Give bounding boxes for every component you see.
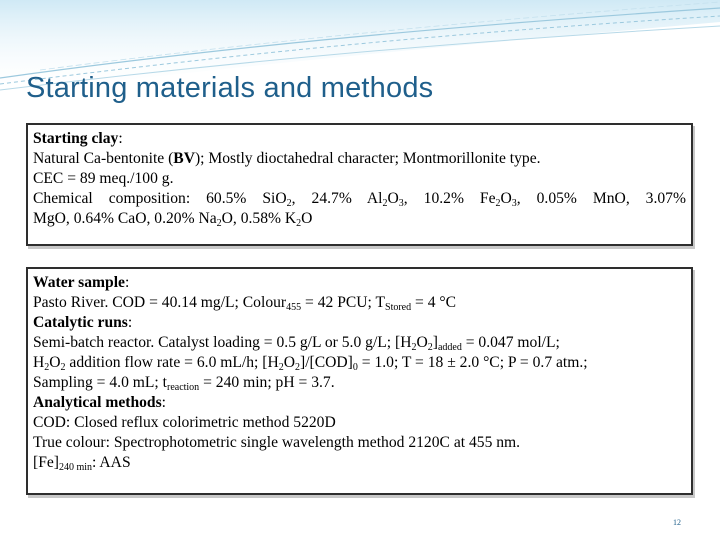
analytical-heading: Analytical methods: [33, 394, 162, 411]
catalytic-line-2: $H_2O_2$ addition flow rate = 6.0 mL/h; $[H_2O_2]/[COD]_0 = 1.0$; T = 18 ± 2.0 °C; P = 0.7 atm.;: [33, 354, 588, 373]
methods-box: [26, 267, 693, 495]
catalytic-line-3: Sampling = 4.0 mL; $t_{reaction} = 240$ min; pH = 3.7.: [33, 374, 335, 393]
clay-heading-line: Starting clay:: [33, 130, 123, 147]
chemical-composition-line-1: Chemical composition: 60.5% SiO$_2$, 24.7% $Al_2O_3$, 10.2% $Fe_2O_3$, 0.05% MnO, 3.07%: [33, 190, 686, 209]
colour-method: True colour: Spectrophotometric single wavelength method 2120C at 455 nm.: [33, 434, 521, 451]
clay-description: Natural Ca-bentonite (BV); Mostly dioctahedral character; Montmorillonite type.: [33, 150, 541, 167]
fe-method: $[Fe]_{240 min}$: AAS: [33, 454, 131, 473]
analytical-heading-line: Analytical methods:: [33, 394, 166, 411]
clay-heading: Starting clay: [33, 130, 119, 147]
slide-title: Starting materials and methods: [26, 72, 434, 104]
starting-clay-box: [26, 123, 693, 246]
catalytic-heading: Catalytic runs: [33, 314, 128, 331]
cec-value: CEC = 89 meq./100 g.: [33, 170, 174, 187]
catalytic-heading-line: Catalytic runs:: [33, 314, 133, 331]
water-heading: Water sample: [33, 274, 125, 291]
water-description: Pasto River. COD = 40.14 mg/L; Colour$_{455}$ = 42 PCU; $T_{Stored} = 4$ °C: [33, 294, 457, 313]
water-heading-line: Water sample:: [33, 274, 130, 291]
chemical-composition-line-2: MgO, 0.64% CaO, 0.20% $Na_2O$, 0.58% $K_2O$: [33, 210, 313, 229]
page-number: 12: [673, 518, 681, 527]
catalytic-line-1: Semi-batch reactor. Catalyst loading = 0.5 g/L or 5.0 g/L; $[H_2O_2]_{added} = 0.047$ mol/L;: [33, 334, 560, 353]
cod-method: COD: Closed reflux colorimetric method 5220D: [33, 414, 336, 431]
